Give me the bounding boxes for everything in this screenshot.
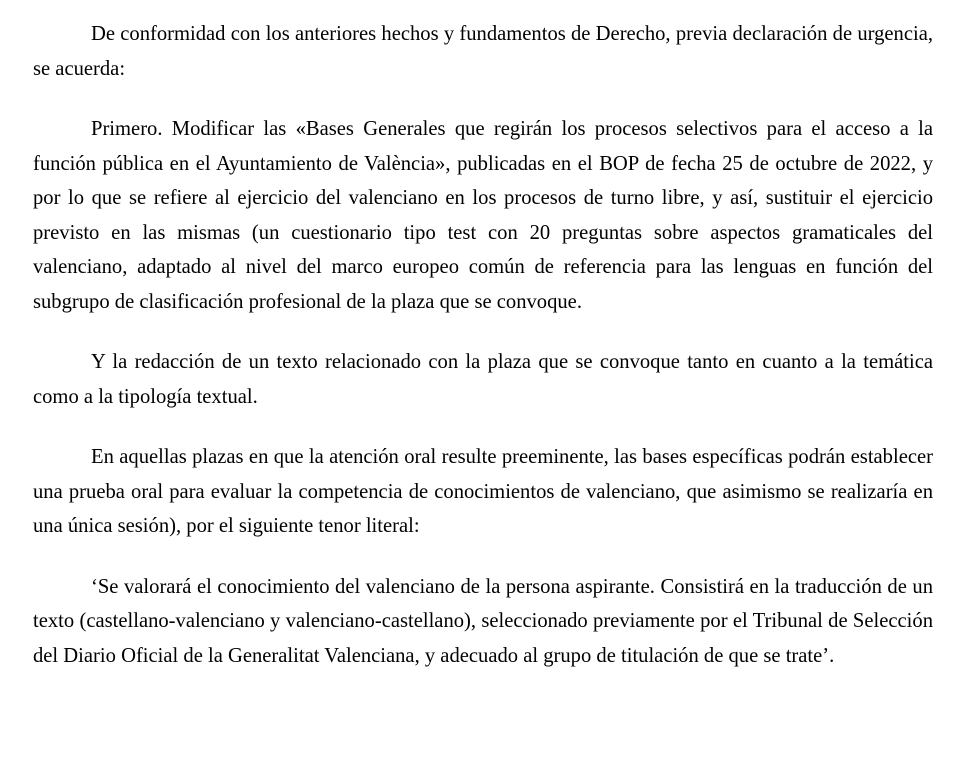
paragraph-tenor-literal: ‘Se valorará el conocimiento del valenciano de la persona aspirante. Consistirá en la traducción de un texto (castellano-valenciano y valenciano-castellano), seleccionado previamente por el Tribunal de Selección del Diario Oficial de la Generalitat Valenciana, y adecuado al grupo de titulación de que se trate’. (33, 575, 933, 667)
paragraph-prueba-oral: En aquellas plazas en que la atención oral resulte preeminente, las bases específicas podrán establecer una prueba oral para evaluar la competencia de conocimientos de valenciano, que asimismo se realizaría en una única sesión), por el siguiente tenor literal: (33, 446, 933, 537)
document-body (33, 17, 933, 673)
paragraph-primero: Primero. Modificar las «Bases Generales que regirán los procesos selectivos para el acceso a la función pública en el Ayuntamiento de València», publicadas en el BOP de fecha 25 de octubre de 2022, y por lo que se refiere al ejercicio del valenciano en los procesos de turno libre, y así, sustituir el ejercicio previsto en las mismas (un cuestionario tipo test con 20 preguntas sobre aspectos gramaticales del valenciano, adaptado al nivel del marco europeo común de referencia para las lenguas en función del subgrupo de clasificación profesional de la plaza que se convoque. (33, 118, 933, 313)
paragraph-redaccion: Y la redacción de un texto relacionado con la plaza que se convoque tanto en cuanto a la temática como a la tipología textual. (33, 351, 933, 408)
paragraph-intro: De conformidad con los anteriores hechos y fundamentos de Derecho, previa declaración de urgencia, se acuerda: (33, 23, 933, 80)
